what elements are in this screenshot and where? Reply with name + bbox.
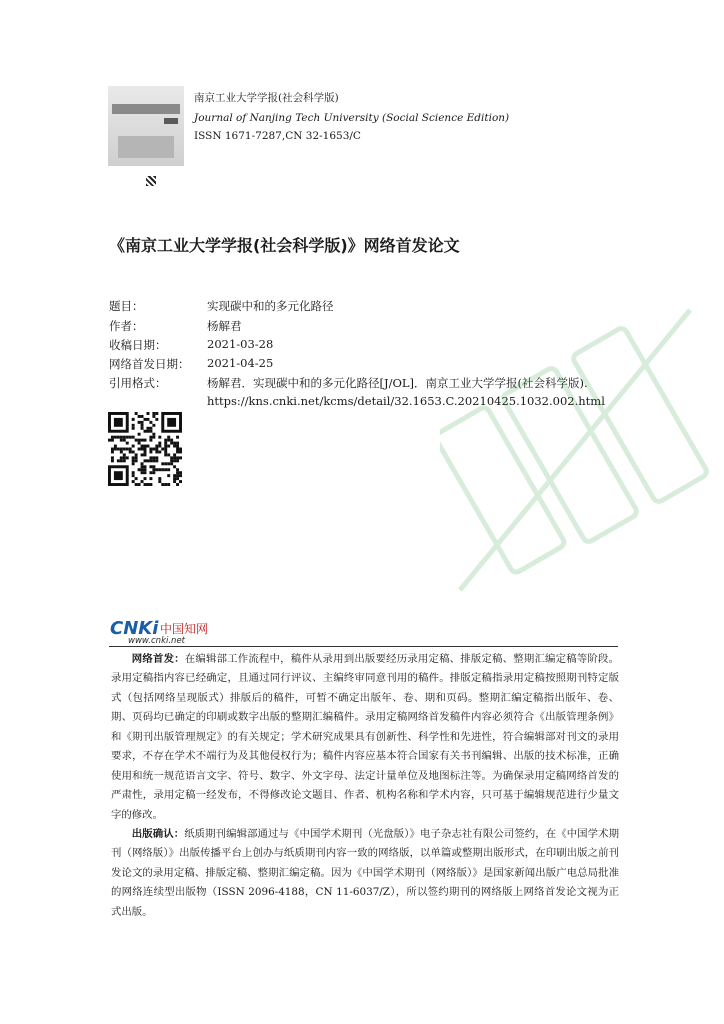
- qr-module: [111, 450, 114, 453]
- qr-module: [158, 468, 161, 471]
- qr-module: [173, 453, 176, 456]
- qr-module: [155, 445, 158, 448]
- qr-module: [176, 468, 179, 471]
- qr-module: [176, 471, 179, 474]
- qr-module: [126, 448, 129, 451]
- qr-module: [176, 459, 179, 462]
- qr-module: [117, 436, 120, 439]
- qr-module: [126, 456, 129, 459]
- qr-module: [176, 474, 179, 477]
- qr-module: [135, 439, 138, 442]
- qr-module: [141, 439, 144, 442]
- qr-module: [132, 427, 135, 430]
- qr-module: [155, 450, 158, 453]
- journal-cover-image: [108, 86, 184, 188]
- qr-module: [173, 477, 176, 480]
- page-title: 《南京工业大学学报(社会科学版)》网络首发论文: [109, 236, 460, 255]
- qr-module: [132, 480, 135, 483]
- meta-label-author: 作者：: [109, 319, 144, 333]
- qr-module: [138, 448, 141, 451]
- qr-module: [141, 480, 144, 483]
- qr-module: [164, 483, 167, 486]
- cnki-logo[interactable]: [108, 616, 212, 646]
- qr-module: [117, 459, 120, 462]
- qr-module: [144, 483, 147, 486]
- watermark-logo: [440, 290, 710, 650]
- cnki-logo-brand: CNKi: [110, 618, 159, 639]
- qr-module: [176, 445, 179, 448]
- qr-module: [135, 477, 138, 480]
- qr-module: [176, 477, 179, 480]
- qr-module: [176, 436, 179, 439]
- qr-module: [152, 468, 155, 471]
- qr-module: [176, 483, 179, 486]
- qr-module: [141, 445, 144, 448]
- citation-url-link[interactable]: https://kns.cnki.net/kcms/detail/32.1653.C.20210425.1032.002.html: [207, 394, 605, 408]
- qr-module: [144, 459, 147, 462]
- qr-module: [123, 448, 126, 451]
- qr-module: [161, 468, 164, 471]
- qr-module: [179, 474, 182, 477]
- qr-module: [135, 483, 138, 486]
- cover-badge: [164, 118, 178, 124]
- qr-module: [173, 456, 176, 459]
- qr-module: [152, 456, 155, 459]
- qr-module: [176, 442, 179, 445]
- qr-module: [144, 465, 147, 468]
- qr-module: [120, 439, 123, 442]
- qr-module: [144, 477, 147, 480]
- notice-online-first-lead: 网络首发：: [131, 653, 185, 665]
- qr-module: [141, 453, 144, 456]
- qr-module: [129, 448, 132, 451]
- journal-name-en: Journal of Nanjing Tech University (Social Science Edition): [194, 112, 510, 124]
- qr-module: [144, 468, 147, 471]
- qr-module: [138, 442, 141, 445]
- qr-module: [120, 448, 123, 451]
- qr-module: [158, 442, 161, 445]
- qr-module: [114, 448, 117, 451]
- meta-label-received: 收稿日期：: [109, 338, 167, 352]
- notice-online-first: [111, 650, 619, 825]
- qr-module: [111, 459, 114, 462]
- qr-module: [135, 412, 138, 415]
- qr-module: [123, 453, 126, 456]
- qr-module: [152, 424, 155, 427]
- qr-module: [167, 474, 170, 477]
- qr-module: [146, 483, 149, 486]
- meta-label-citation: 引用格式：: [109, 376, 167, 390]
- meta-label-title: 题目：: [109, 299, 144, 313]
- qr-module: [111, 436, 114, 439]
- qr-module: [170, 456, 173, 459]
- qr-module: [164, 445, 167, 448]
- qr-module: [152, 436, 155, 439]
- qr-module: [141, 448, 144, 451]
- qr-module: [138, 433, 141, 436]
- qr-module: [167, 453, 170, 456]
- qr-module: [164, 462, 167, 465]
- qr-module: [138, 415, 141, 418]
- qr-module: [146, 430, 149, 433]
- qr-module: [132, 445, 135, 448]
- qr-module: [132, 450, 135, 453]
- qr-module: [167, 445, 170, 448]
- qr-module: [132, 456, 135, 459]
- meta-value-online-date: 2021-04-25: [207, 356, 274, 370]
- meta-value-citation: 杨解君．实现碳中和的多元化路径[J/OL]．南京工业大学学报(社会科学版).: [207, 376, 588, 390]
- qr-module: [146, 418, 149, 421]
- qr-module: [141, 424, 144, 427]
- qr-module: [152, 471, 155, 474]
- qr-module: [149, 439, 152, 442]
- qr-module: [161, 448, 164, 451]
- qr-module: [141, 468, 144, 471]
- meta-value-received: 2021-03-28: [207, 337, 274, 351]
- qr-module: [152, 412, 155, 415]
- meta-value-author: 杨解君: [207, 319, 242, 333]
- qr-finder: [114, 471, 123, 480]
- qr-module: [161, 483, 164, 486]
- cnki-logo-url: www.cnki.net: [128, 636, 186, 646]
- qr-module: [123, 439, 126, 442]
- qr-module: [152, 433, 155, 436]
- qr-module: [149, 421, 152, 424]
- qr-module: [138, 483, 141, 486]
- qr-module: [179, 456, 182, 459]
- qr-module: [144, 439, 147, 442]
- qr-module: [132, 436, 135, 439]
- journal-name-cn: 南京工业大学学报(社会科学版): [194, 92, 339, 104]
- qr-module: [123, 436, 126, 439]
- qr-module: [111, 448, 114, 451]
- notice-publication-confirm-lead: 出版确认：: [131, 828, 185, 840]
- qr-module: [144, 418, 147, 421]
- qr-module: [123, 459, 126, 462]
- qr-module: [132, 424, 135, 427]
- qr-module: [173, 480, 176, 483]
- qr-module: [146, 445, 149, 448]
- qr-module: [144, 448, 147, 451]
- qr-code-icon[interactable]: [108, 412, 182, 486]
- qr-module: [141, 465, 144, 468]
- qr-module: [149, 477, 152, 480]
- qr-module: [158, 480, 161, 483]
- qr-module: [170, 462, 173, 465]
- qr-module: [176, 450, 179, 453]
- meta-label-online-date: 网络首发日期：: [109, 357, 190, 371]
- qr-module: [126, 442, 129, 445]
- qr-module: [135, 453, 138, 456]
- qr-module: [129, 436, 132, 439]
- qr-module: [167, 436, 170, 439]
- qr-module: [144, 445, 147, 448]
- cover-title-band: [112, 104, 180, 114]
- qr-module: [114, 445, 117, 448]
- qr-module: [167, 439, 170, 442]
- qr-module: [173, 442, 176, 445]
- qr-module: [170, 439, 173, 442]
- qr-module: [144, 450, 147, 453]
- qr-module: [161, 462, 164, 465]
- qr-module: [164, 448, 167, 451]
- qr-module: [164, 442, 167, 445]
- qr-module: [164, 450, 167, 453]
- qr-module: [146, 427, 149, 430]
- qr-module: [155, 468, 158, 471]
- qr-module: [176, 448, 179, 451]
- qr-module: [164, 439, 167, 442]
- qr-module: [111, 456, 114, 459]
- qr-module: [138, 439, 141, 442]
- qr-module: [114, 436, 117, 439]
- qr-module: [155, 456, 158, 459]
- qr-module: [132, 462, 135, 465]
- qr-module: [123, 456, 126, 459]
- qr-module: [152, 459, 155, 462]
- qr-module: [132, 459, 135, 462]
- qr-module: [141, 462, 144, 465]
- qr-module: [132, 418, 135, 421]
- qr-module: [111, 439, 114, 442]
- qr-finder: [114, 418, 123, 427]
- qr-module: [155, 412, 158, 415]
- qr-module: [152, 415, 155, 418]
- qr-module: [152, 448, 155, 451]
- cover-qr-icon: [146, 176, 156, 186]
- qr-module: [164, 453, 167, 456]
- qr-module: [149, 471, 152, 474]
- notice-publication-confirm-body: 纸质期刊编辑部通过与《中国学术期刊（光盘版）》电子杂志社有限公司签约，在《中国学术期刊（网络版）》出版传播平台上创办与纸质期刊内容一致的网络版，以单篇或整期出版形式，在印刷出版之前刊发论文的录用定稿、排版定稿、整期汇编定稿。因为《中国学术期刊（网络版）》是国家新闻出版广电总局批准的网络连续型出版物（ISSN 2096-4188，CN 11-6037/Z），所以签约期刊的网络版上网络首发论文视为正式出版。: [111, 828, 620, 918]
- qr-module: [149, 450, 152, 453]
- qr-module: [155, 418, 158, 421]
- qr-module: [149, 427, 152, 430]
- qr-module: [173, 465, 176, 468]
- qr-module: [126, 436, 129, 439]
- qr-module: [164, 468, 167, 471]
- qr-module: [158, 477, 161, 480]
- qr-module: [179, 450, 182, 453]
- journal-issn: ISSN 1671-7287,CN 32-1653/C: [194, 130, 361, 142]
- notice-online-first-body: 在编辑部工作流程中，稿件从录用到出版要经历录用定稿、排版定稿、整期汇编定稿等阶段。录用定稿指内容已经确定，且通过同行评议、主编终审同意刊用的稿件。排版定稿指录用定稿按照期刊特定版式（包括网络呈现版式）排版后的稿件，可暂不确定出版年、卷、期和页码。整期汇编定稿指出版年、卷、期、页码均已确定的印刷或数字出版的整期汇编稿件。录用定稿网络首发稿件内容必须符合《出版管理条例》和《期刊出版管理规定》的有关规定；学术研究成果具有创新性、科学性和先进性，符合编辑部对刊文的录用要求，不存在学术不端行为及其他侵权行为；稿件内容应基本符合国家有关书刊编辑、出版的技术标准，正确使用和统一规范语言文字、符号、数字、外文字母、法定计量单位及地图标注等。为确保录用定稿网络首发的严肃性，录用定稿一经发布，不得修改论文题目、作者、机构名称和学术内容，只可基于编辑规范进行少量文字的修改。: [111, 653, 620, 821]
- qr-module: [138, 421, 141, 424]
- divider-line: [109, 646, 618, 647]
- qr-module: [149, 430, 152, 433]
- cnki-logo-cn-name: 中国知网: [160, 622, 209, 636]
- qr-module: [129, 450, 132, 453]
- qr-module: [167, 483, 170, 486]
- qr-module: [141, 421, 144, 424]
- qr-module: [170, 459, 173, 462]
- qr-module: [170, 442, 173, 445]
- qr-module: [146, 412, 149, 415]
- qr-module: [149, 448, 152, 451]
- qr-module: [149, 459, 152, 462]
- qr-module: [132, 474, 135, 477]
- qr-module: [167, 462, 170, 465]
- qr-module: [173, 445, 176, 448]
- qr-finder: [167, 418, 176, 427]
- qr-module: [120, 459, 123, 462]
- qr-module: [179, 480, 182, 483]
- qr-module: [135, 456, 138, 459]
- qr-module: [149, 465, 152, 468]
- qr-module: [179, 448, 182, 451]
- qr-module: [108, 439, 111, 442]
- qr-module: [117, 448, 120, 451]
- qr-module: [120, 456, 123, 459]
- qr-module: [149, 456, 152, 459]
- qr-module: [167, 468, 170, 471]
- meta-value-title: 实现碳中和的多元化路径: [207, 299, 334, 313]
- qr-module: [176, 456, 179, 459]
- notice-publication-confirm: [111, 825, 619, 922]
- qr-module: [149, 483, 152, 486]
- qr-module: [141, 471, 144, 474]
- qr-module: [144, 471, 147, 474]
- qr-module: [144, 453, 147, 456]
- qr-module: [155, 448, 158, 451]
- qr-module: [141, 427, 144, 430]
- cover-building-image: [118, 136, 174, 158]
- qr-module: [152, 465, 155, 468]
- qr-module: [173, 474, 176, 477]
- qr-module: [158, 445, 161, 448]
- qr-module: [173, 459, 176, 462]
- qr-module: [158, 450, 161, 453]
- qr-module: [132, 471, 135, 474]
- qr-module: [135, 459, 138, 462]
- qr-module: [141, 415, 144, 418]
- qr-module: [155, 459, 158, 462]
- qr-module: [146, 459, 149, 462]
- qr-module: [158, 436, 161, 439]
- qr-module: [138, 468, 141, 471]
- qr-module: [120, 450, 123, 453]
- qr-module: [149, 436, 152, 439]
- qr-module: [144, 430, 147, 433]
- qr-module: [179, 471, 182, 474]
- qr-module: [120, 436, 123, 439]
